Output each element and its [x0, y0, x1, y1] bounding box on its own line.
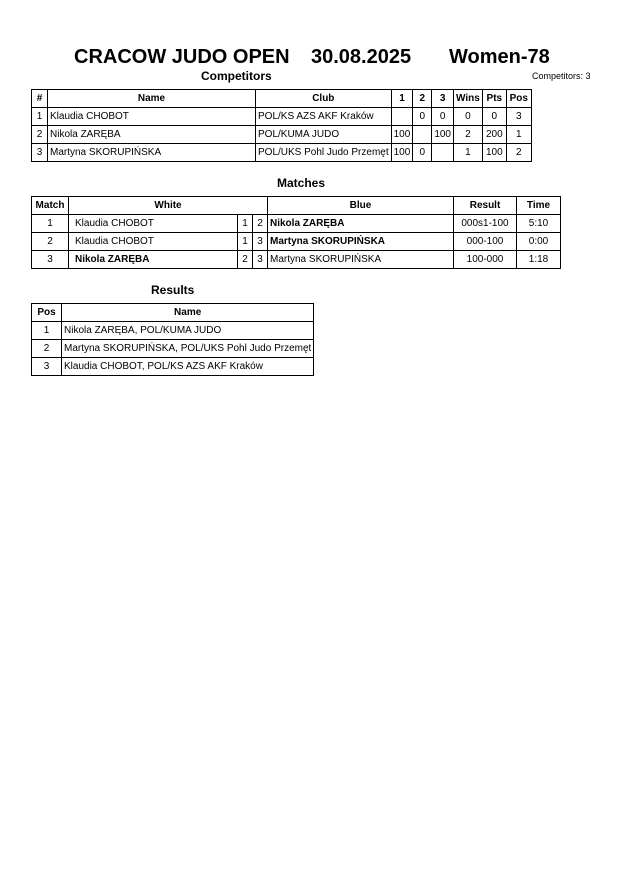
- matches-table: [31, 196, 561, 269]
- white-number: 1: [238, 233, 253, 251]
- score-vs-1: 100: [391, 144, 413, 162]
- competitor-wins: 2: [454, 126, 483, 144]
- weight-category: Women-78: [449, 46, 550, 68]
- match-time: 1:18: [517, 251, 561, 269]
- results-header-row: [32, 304, 314, 322]
- result-position: 3: [32, 358, 62, 376]
- blue-number: 3: [253, 233, 268, 251]
- blue-competitor: Martyna SKORUPIŃSKA: [268, 233, 454, 251]
- score-vs-2: [413, 126, 432, 144]
- event-date: 30.08.2025: [311, 46, 412, 68]
- result-position: 2: [32, 340, 62, 358]
- white-competitor: Klaudia CHOBOT: [69, 233, 238, 251]
- report-header: [0, 46, 630, 72]
- result-name: Martyna SKORUPIŃSKA, POL/UKS Pohl Judo Przemęt: [62, 340, 314, 358]
- competitors-count: Competitors: 3: [532, 71, 591, 81]
- blue-competitor: Nikola ZARĘBA: [268, 215, 454, 233]
- result-name: Klaudia CHOBOT, POL/KS AZS AKF Kraków: [62, 358, 314, 376]
- competitor-club: POL/KS AZS AKF Kraków: [256, 108, 392, 126]
- col-vs-3: 3: [432, 90, 454, 108]
- competitors-table: [31, 89, 532, 162]
- competitors-header-row: [32, 90, 532, 108]
- match-row: [32, 251, 561, 269]
- score-vs-3: 0: [432, 108, 454, 126]
- col-points: Pts: [482, 90, 506, 108]
- blue-number: 3: [253, 251, 268, 269]
- col-vs-2: 2: [413, 90, 432, 108]
- match-number: 2: [32, 233, 69, 251]
- competitor-row: [32, 126, 532, 144]
- matches-heading: Matches: [277, 176, 326, 190]
- competitor-position: 3: [506, 108, 531, 126]
- result-row: [32, 358, 314, 376]
- competitor-points: 200: [482, 126, 506, 144]
- competitor-position: 2: [506, 144, 531, 162]
- blue-number: 2: [253, 215, 268, 233]
- col-white: White: [69, 197, 268, 215]
- match-row: [32, 233, 561, 251]
- competitor-name: Klaudia CHOBOT: [48, 108, 256, 126]
- result-name: Nikola ZARĘBA, POL/KUMA JUDO: [62, 322, 314, 340]
- competitor-row: [32, 144, 532, 162]
- competitor-wins: 1: [454, 144, 483, 162]
- score-vs-3: 100: [432, 126, 454, 144]
- score-vs-2: 0: [413, 144, 432, 162]
- white-competitor: Nikola ZARĘBA: [69, 251, 238, 269]
- col-blue: Blue: [268, 197, 454, 215]
- result-row: [32, 322, 314, 340]
- col-club: Club: [256, 90, 392, 108]
- blue-competitor: Martyna SKORUPIŃSKA: [268, 251, 454, 269]
- competitor-position: 1: [506, 126, 531, 144]
- col-position: Pos: [506, 90, 531, 108]
- match-result: 000-100: [454, 233, 517, 251]
- competitor-wins: 0: [454, 108, 483, 126]
- col-vs-1: 1: [391, 90, 413, 108]
- score-vs-1: 100: [391, 126, 413, 144]
- col-result: Result: [454, 197, 517, 215]
- match-number: 3: [32, 251, 69, 269]
- score-vs-1: [391, 108, 413, 126]
- col-number: #: [32, 90, 48, 108]
- col-pos: Pos: [32, 304, 62, 322]
- white-competitor: Klaudia CHOBOT: [69, 215, 238, 233]
- matches-header-row: [32, 197, 561, 215]
- match-number: 1: [32, 215, 69, 233]
- competitor-points: 0: [482, 108, 506, 126]
- competitors-heading: Competitors: [201, 69, 272, 83]
- col-time: Time: [517, 197, 561, 215]
- col-name: Name: [48, 90, 256, 108]
- match-time: 0:00: [517, 233, 561, 251]
- white-number: 1: [238, 215, 253, 233]
- score-vs-2: 0: [413, 108, 432, 126]
- result-position: 1: [32, 322, 62, 340]
- match-result: 100-000: [454, 251, 517, 269]
- competitor-points: 100: [482, 144, 506, 162]
- col-match: Match: [32, 197, 69, 215]
- competitor-number: 3: [32, 144, 48, 162]
- score-vs-3: [432, 144, 454, 162]
- col-result-name: Name: [62, 304, 314, 322]
- competitor-row: [32, 108, 532, 126]
- competitor-club: POL/UKS Pohl Judo Przemęt: [256, 144, 392, 162]
- match-time: 5:10: [517, 215, 561, 233]
- competitor-name: Nikola ZARĘBA: [48, 126, 256, 144]
- match-row: [32, 215, 561, 233]
- result-row: [32, 340, 314, 358]
- competitor-name: Martyna SKORUPIŃSKA: [48, 144, 256, 162]
- col-wins: Wins: [454, 90, 483, 108]
- match-result: 000s1-100: [454, 215, 517, 233]
- competitor-number: 2: [32, 126, 48, 144]
- event-title: CRACOW JUDO OPEN: [74, 46, 290, 68]
- competitor-club: POL/KUMA JUDO: [256, 126, 392, 144]
- results-table: [31, 303, 314, 376]
- white-number: 2: [238, 251, 253, 269]
- competitor-number: 1: [32, 108, 48, 126]
- results-heading: Results: [151, 283, 195, 297]
